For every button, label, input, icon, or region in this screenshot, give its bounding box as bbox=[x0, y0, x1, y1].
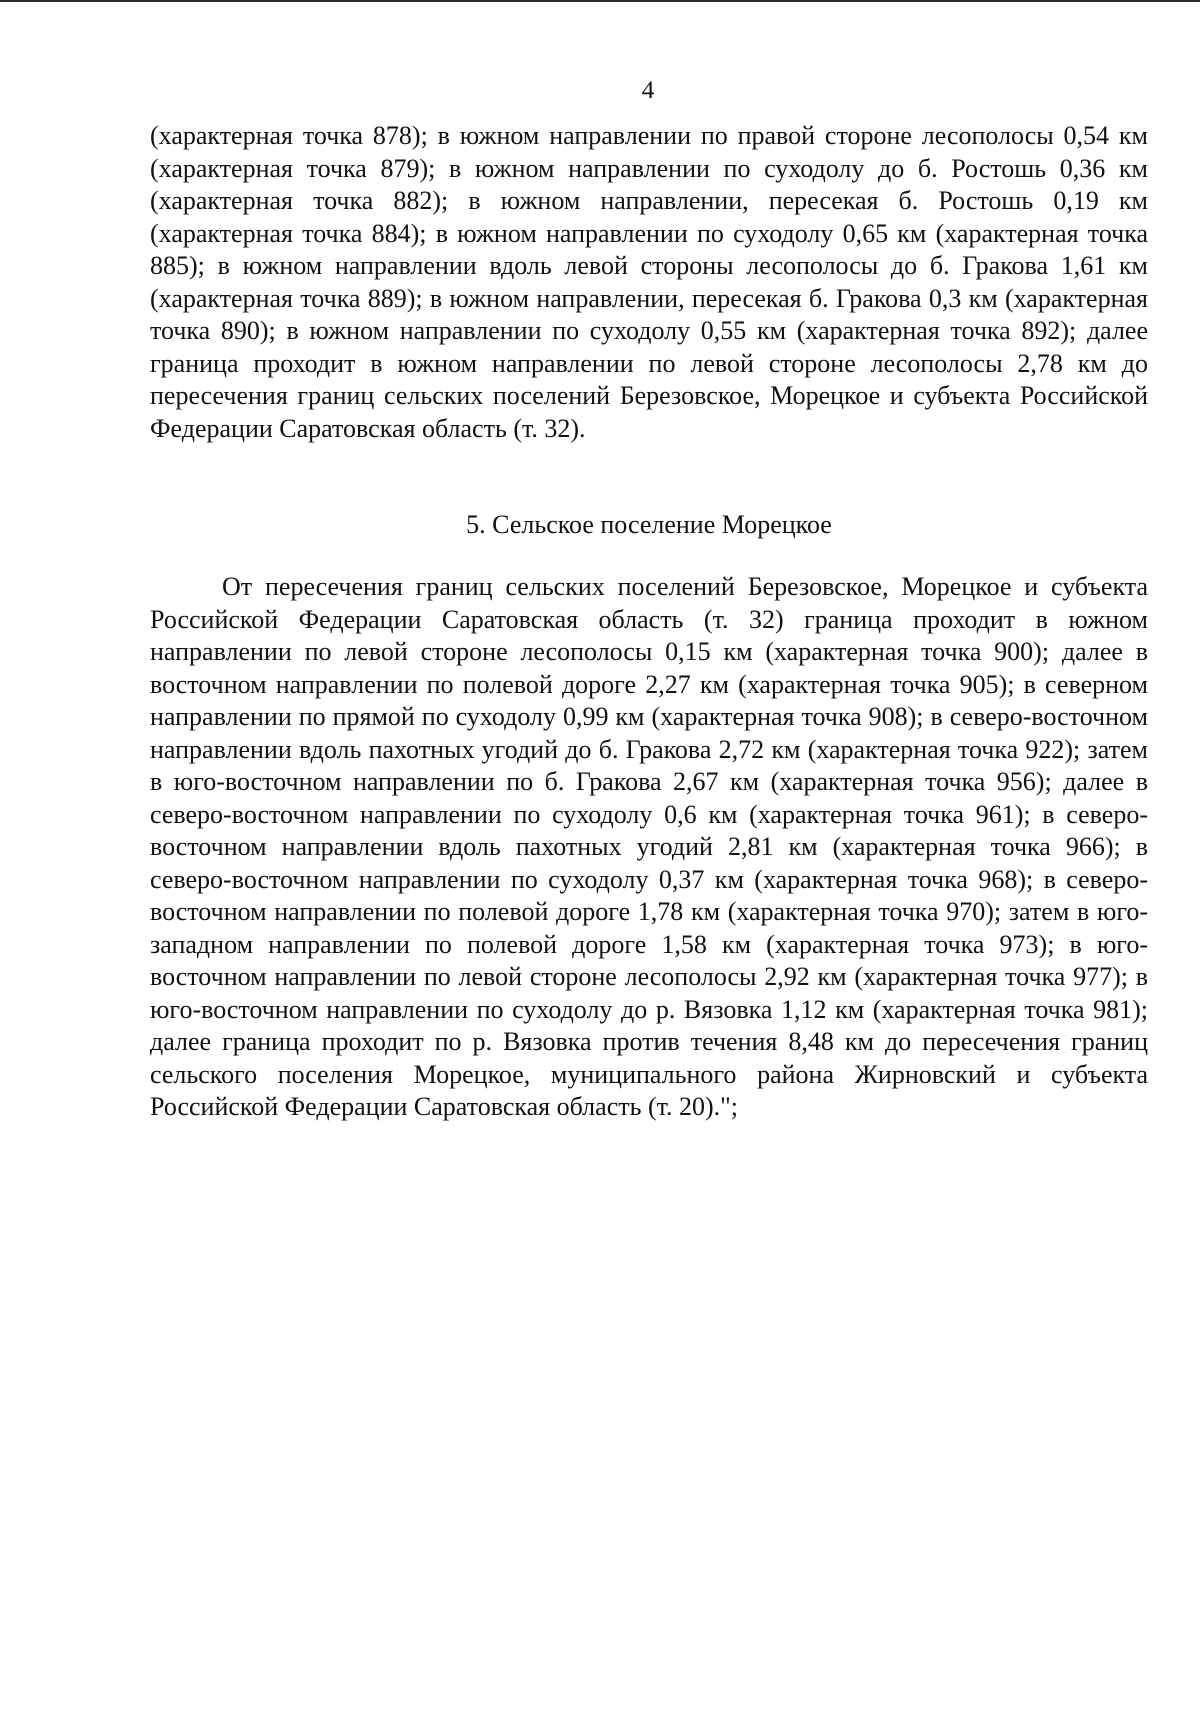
paragraph-block-continued bbox=[150, 120, 1148, 445]
scan-top-edge bbox=[0, 0, 1200, 2]
paragraph-section-5-text: От пересечения границ сельских поселений Березовское, Морецкое и субъекта Российской Федерации Саратовская область (т. 32) граница проходит в южном направлении по левой стороне лесополосы 0,15 км (характерная точка 900); далее в восточном направлении по полевой дороге 2,27 км (характерная точка 905); в северном направлении по прямой по суходолу 0,99 км (характерная точка 908); в северо-восточном направлении вдоль пахотных угодий до б. Гракова 2,72 км (характерная точка 922); затем в юго-восточном направлении по б. Гракова 2,67 км (характерная точка 956); далее в северо-восточном направлении по суходолу 0,6 км (характерная точка 961); в северо-восточном направлении вдоль пахотных угодий 2,81 км (характерная точка 966); в северо-восточном направлении по суходолу 0,37 км (характерная точка 968); в северо-восточном направлении по полевой дороге 1,78 км (характерная точка 970); затем в юго-западном направлении по полевой дороге 1,58 км (характерная точка 973); в юго-восточном направлении по левой стороне лесополосы 2,92 км (характерная точка 977); в юго-восточном направлении по суходолу до р. Вязовка 1,12 км (характерная точка 981); далее граница проходит по р. Вязовка против течения 8,48 км до пересечения границ сельского поселения Морецкое, муниципального района Жирновский и субъекта Российской Федерации Саратовская область (т. 20)."; bbox=[150, 572, 1148, 1121]
paragraph-block-section-5 bbox=[150, 571, 1148, 1124]
paragraph-continued-text: (характерная точка 878); в южном направлении по правой стороне лесополосы 0,54 км (характерная точка 879); в южном направлении по суходолу до б. Ростошь 0,36 км (характерная точка 882); в южном направлении, пересекая б. Ростошь 0,19 км (характерная точка 884); в южном направлении по суходолу 0,65 км (характерная точка 885); в южном направлении вдоль левой стороны лесополосы до б. Гракова 1,61 км (характерная точка 889); в южном направлении, пересекая б. Гракова 0,3 км (характерная точка 890); в южном направлении по суходолу 0,55 км (характерная точка 892); далее граница проходит в южном направлении по левой стороне лесополосы 2,78 км до пересечения границ сельских поселений Березовское, Морецкое и субъекта Российской Федерации Саратовская область (т. 32). bbox=[150, 121, 1148, 443]
page-number: 4 bbox=[641, 77, 655, 104]
section-heading: 5. Сельское поселение Морецкое bbox=[466, 510, 832, 539]
